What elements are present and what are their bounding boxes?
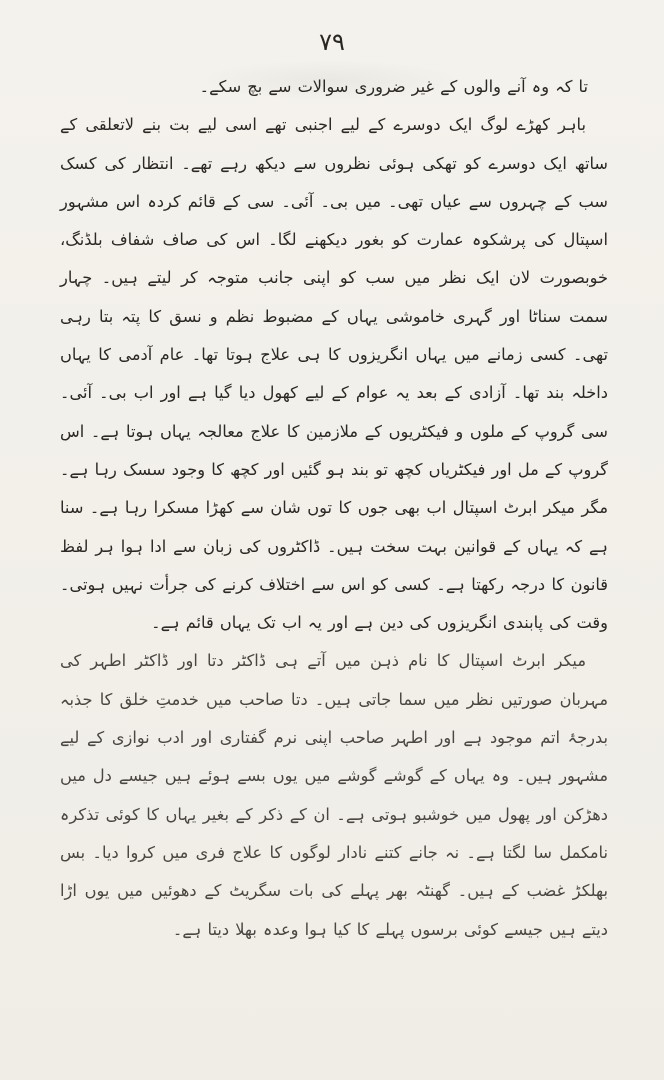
body-text — [60, 68, 608, 949]
paragraph-3: میکر ابرٹ اسپتال کا نام ذہن میں آتے ہی ڈاکٹر دتا اور ڈاکٹر اطہر کی مہربان صورتیں نظر میں سما جاتی ہیں۔ دتا صاحب میں خدمتِ خلق کا جذبہ بدرجۂ اتم موجود ہے اور اطہر صاحب اپنی نرم گفتاری اور ادب نوازی کے لیے مشہور ہیں۔ وہ یہاں کے گوشے گوشے میں یوں بسے ہوئے ہیں جیسے دل میں دھڑکن اور پھول میں خوشبو ہوتی ہے۔ ان کے ذکر کے بغیر یہاں کا کوئی تذکرہ نامکمل سا لگتا ہے۔ نہ جانے کتنے نادار لوگوں کا علاج فری میں کروا دیا۔ بس بھلکڑ غضب کے ہیں۔ گھنٹہ بھر پہلے کی بات سگریٹ کے دھوئیں میں یوں اڑا دیتے ہیں جیسے کوئی برسوں پہلے کا کیا ہوا وعدہ بھلا دیتا ہے۔ — [60, 651, 608, 939]
paragraph-1: تا کہ وہ آنے والوں کے غیر ضروری سوالات سے بچ سکے۔ — [199, 77, 588, 96]
page-number: ۷۹ — [319, 28, 345, 56]
paragraph-2: باہر کھڑے لوگ ایک دوسرے کے لیے اجنبی تھے اسی لیے بت بنے لاتعلقی کے ساتھ ایک دوسرے کو تھکی ہوئی نظروں سے دیکھ رہے تھے۔ انتظار کی کسک سب کے چہروں سے عیاں تھی۔ میں بی۔ آئی۔ سی کے قائم کردہ اس مشہور اسپتال کی پرشکوہ عمارت کو بغور دیکھنے لگا۔ اس کی صاف شفاف بلڈنگ، خوبصورت لان ایک نظر میں سب کو اپنی جانب متوجہ کر لیتے ہیں۔ چہار سمت سناٹا اور گہری خاموشی یہاں کے مضبوط نظم و نسق کا پتہ بتا رہی تھی۔ کسی زمانے میں یہاں انگریزوں کا ہی علاج ہوتا تھا۔ عام آدمی کا یہاں داخلہ بند تھا۔ آزادی کے بعد یہ عوام کے لیے کھول دیا گیا ہے اور اب بی۔ آئی۔ سی گروپ کے ملوں و فیکٹریوں کے ملازمین کا علاج معالجہ یہاں ہوتا ہے۔ اس گروپ کے مل اور فیکٹریاں کچھ تو بند ہو گئیں اور کچھ کا وجود سسک رہا ہے۔ مگر میکر ابرٹ اسپتال اب بھی جوں کا توں شان سے کھڑا مسکرا رہا ہے۔ سنا ہے کہ یہاں کے قوانین بہت سخت ہیں۔ ڈاکٹروں کی زبان سے ادا ہوا ہر لفظ قانون کا درجہ رکھتا ہے۔ کسی کو اس سے اختلاف کرنے کی جرأت نہیں ہوتی۔ وقت کی پابندی انگریزوں کی دین ہے اور یہ اب تک یہاں قائم ہے۔ — [60, 115, 608, 633]
